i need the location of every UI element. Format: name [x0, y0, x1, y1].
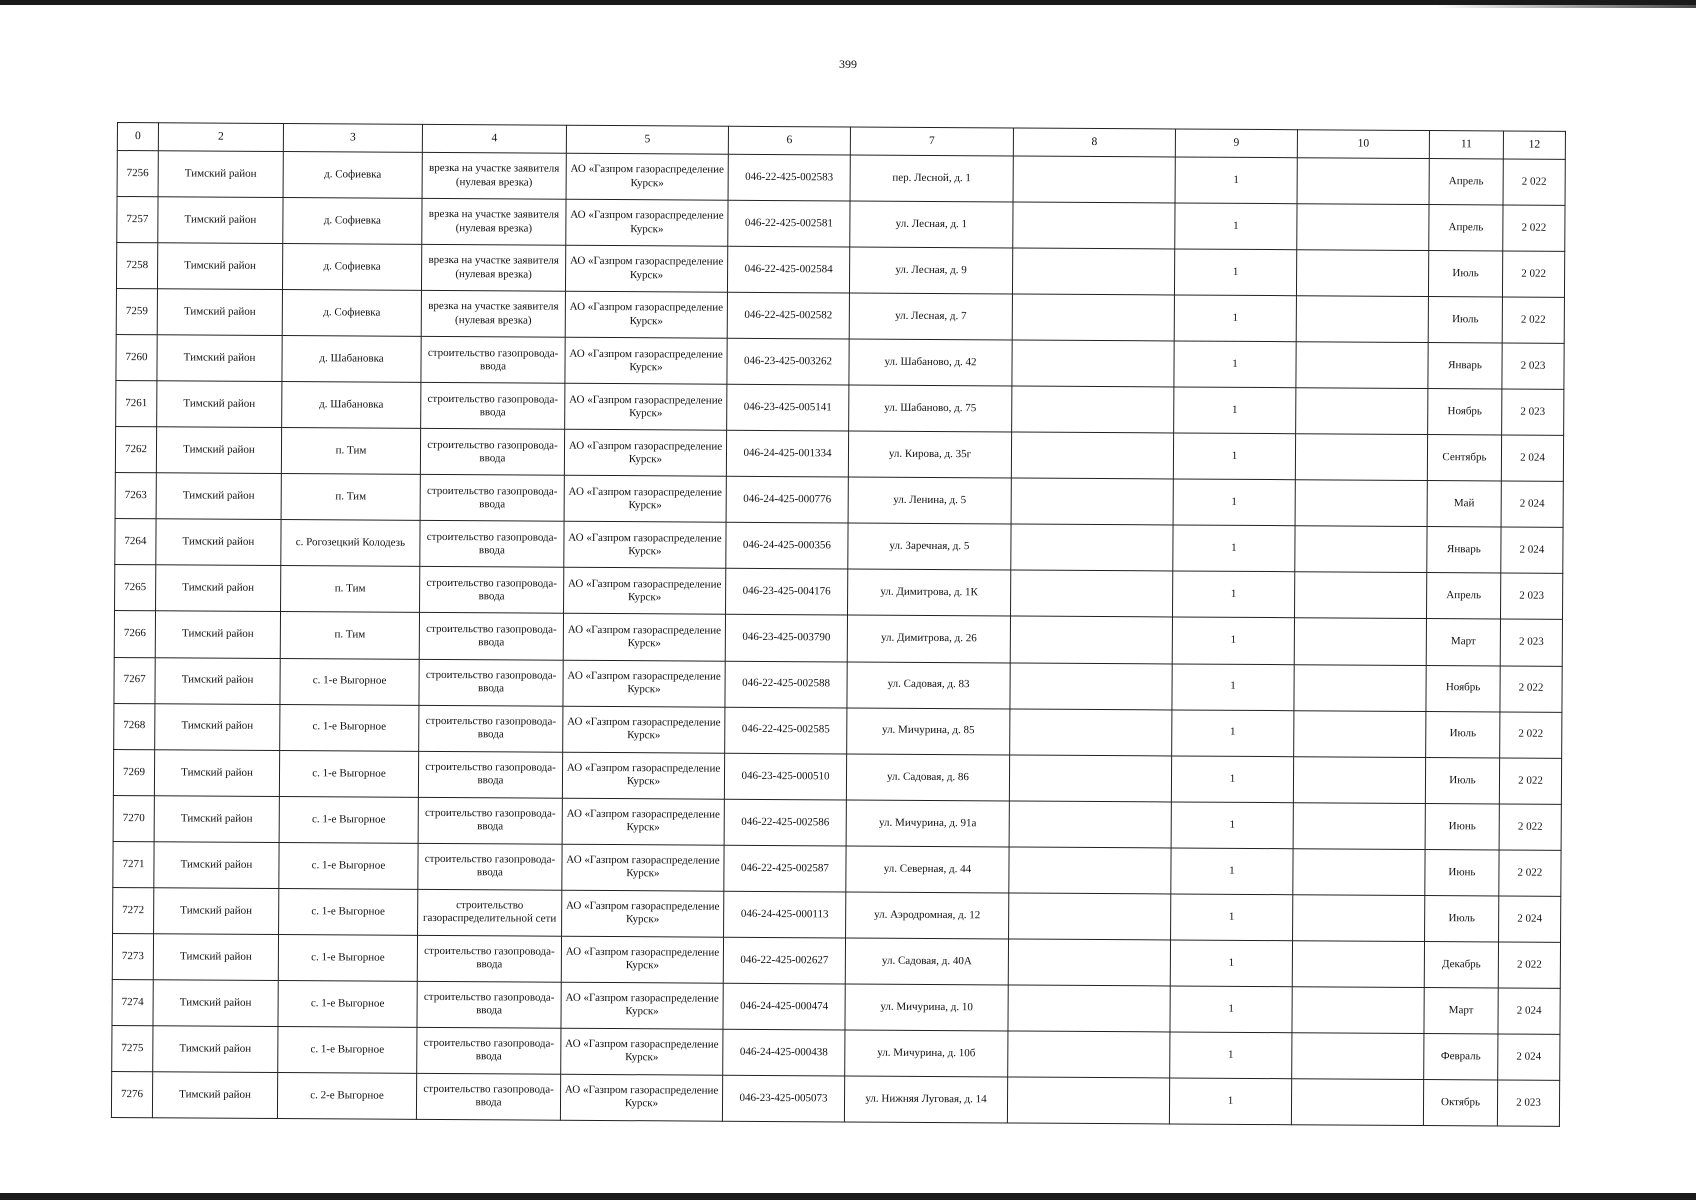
- header-cell-12: 12: [1503, 131, 1565, 159]
- column-10-cell: [1294, 618, 1426, 665]
- column-10-cell: [1292, 940, 1424, 987]
- object-code-cell: 046-23-425-000510: [724, 753, 846, 800]
- row-number: 7274: [112, 979, 153, 1025]
- organization-cell: АО «Газпром газораспределение Курск»: [565, 245, 727, 292]
- locality-cell: д. Софиевка: [282, 244, 421, 291]
- address-cell: ул. Мичурина, д. 10б: [845, 1030, 1008, 1077]
- work-type-cell: строительство газопровода-ввода: [420, 429, 564, 476]
- row-number: 7267: [114, 657, 155, 703]
- quantity-cell: 1: [1172, 617, 1294, 664]
- row-number: 7271: [113, 841, 154, 887]
- locality-cell: п. Тим: [281, 474, 420, 521]
- quantity-cell: 1: [1172, 710, 1294, 757]
- object-code-cell: 046-23-425-003790: [725, 615, 847, 662]
- locality-cell: д. Шабановка: [282, 382, 421, 429]
- column-8-cell: [1009, 847, 1171, 894]
- header-cell-0: 0: [117, 123, 158, 151]
- column-10-cell: [1293, 756, 1425, 803]
- address-cell: пер. Лесной, д. 1: [850, 155, 1013, 202]
- organization-cell: АО «Газпром газораспределение Курск»: [561, 936, 723, 983]
- district-cell: Тимский район: [156, 519, 281, 566]
- object-code-cell: 046-22-425-002586: [724, 799, 846, 846]
- header-cell-5: 5: [566, 125, 728, 154]
- address-cell: ул. Садовая, д. 86: [846, 754, 1009, 801]
- address-cell: ул. Ленина, д. 5: [848, 477, 1011, 524]
- year-cell: 2 024: [1501, 527, 1563, 573]
- column-8-cell: [1013, 202, 1175, 249]
- work-type-cell: строительство газопровода-ввода: [419, 613, 563, 660]
- district-cell: Тимский район: [157, 335, 282, 382]
- month-cell: Апрель: [1429, 205, 1503, 251]
- district-cell: Тимский район: [153, 1026, 278, 1073]
- quantity-cell: 1: [1171, 802, 1293, 849]
- organization-cell: АО «Газпром газораспределение Курск»: [562, 844, 724, 891]
- district-cell: Тимский район: [157, 381, 282, 428]
- row-number: 7269: [113, 749, 154, 795]
- locality-cell: с. 1-е Выгорное: [279, 750, 418, 797]
- column-8-cell: [1012, 294, 1174, 341]
- column-10-cell: [1291, 1079, 1423, 1126]
- work-type-cell: строительство газопровода-ввода: [418, 797, 562, 844]
- object-code-cell: 046-22-425-002588: [725, 661, 847, 708]
- object-code-cell: 046-22-425-002583: [728, 154, 850, 201]
- column-8-cell: [1010, 662, 1172, 709]
- object-code-cell: 046-24-425-000474: [723, 983, 845, 1030]
- work-type-cell: строительство газопровода-ввода: [421, 337, 565, 384]
- work-type-cell: строительство газопровода-ввода: [420, 521, 564, 568]
- row-number: 7264: [115, 519, 156, 565]
- row-number: 7259: [116, 289, 157, 335]
- organization-cell: АО «Газпром газораспределение Курск»: [562, 752, 724, 799]
- header-cell-10: 10: [1297, 130, 1429, 159]
- year-cell: 2 022: [1499, 850, 1561, 896]
- organization-cell: АО «Газпром газораспределение Курск»: [561, 1028, 723, 1075]
- row-number: 7263: [115, 473, 156, 519]
- district-cell: Тимский район: [154, 795, 279, 842]
- address-cell: ул. Шабаново, д. 42: [849, 339, 1012, 386]
- quantity-cell: 1: [1174, 249, 1296, 296]
- locality-cell: д. Софиевка: [282, 290, 421, 337]
- column-10-cell: [1296, 388, 1428, 435]
- organization-cell: АО «Газпром газораспределение Курск»: [564, 522, 726, 569]
- address-cell: ул. Мичурина, д. 10: [845, 984, 1008, 1031]
- year-cell: 2 023: [1502, 343, 1564, 389]
- work-type-cell: врезка на участке заявителя (нулевая врезка): [421, 244, 565, 291]
- row-number: 7272: [113, 887, 154, 933]
- quantity-cell: 1: [1169, 1078, 1291, 1125]
- district-cell: Тимский район: [155, 611, 280, 658]
- object-code-cell: 046-22-425-002582: [727, 292, 849, 339]
- quantity-cell: 1: [1174, 387, 1296, 434]
- column-8-cell: [1013, 156, 1175, 203]
- quantity-cell: 1: [1173, 525, 1295, 572]
- work-type-cell: строительство газопровода-ввода: [417, 935, 561, 982]
- work-type-cell: строительство газопровода-ввода: [416, 1073, 560, 1120]
- month-cell: Декабрь: [1424, 941, 1498, 987]
- column-8-cell: [1011, 524, 1173, 571]
- column-8-cell: [1008, 939, 1170, 986]
- month-cell: Май: [1427, 481, 1501, 527]
- year-cell: 2 023: [1502, 389, 1564, 435]
- month-cell: Январь: [1427, 527, 1501, 573]
- work-type-cell: строительство газопровода-ввода: [419, 659, 563, 706]
- work-type-cell: строительство газопровода-ввода: [418, 843, 562, 890]
- year-cell: 2 022: [1500, 712, 1562, 758]
- district-cell: Тимский район: [155, 657, 280, 704]
- organization-cell: АО «Газпром газораспределение Курск»: [563, 614, 725, 661]
- column-10-cell: [1295, 434, 1427, 481]
- district-cell: Тимский район: [157, 289, 282, 336]
- quantity-cell: 1: [1173, 479, 1295, 526]
- row-number: 7257: [117, 197, 158, 243]
- column-8-cell: [1009, 893, 1171, 940]
- row-number: 7276: [111, 1071, 152, 1117]
- quantity-cell: 1: [1171, 756, 1293, 803]
- scan-top-edge-fade: [1436, 5, 1696, 8]
- header-cell-9: 9: [1175, 129, 1297, 158]
- work-type-cell: строительство газопровода-ввода: [418, 751, 562, 798]
- row-number: 7258: [116, 243, 157, 289]
- locality-cell: с. 1-е Выгорное: [278, 1026, 417, 1073]
- address-cell: ул. Садовая, д. 40А: [845, 938, 1008, 985]
- column-10-cell: [1297, 158, 1429, 205]
- year-cell: 2 022: [1499, 758, 1561, 804]
- column-10-cell: [1292, 987, 1424, 1034]
- row-number: 7270: [113, 795, 154, 841]
- object-code-cell: 046-23-425-005073: [722, 1075, 844, 1122]
- column-10-cell: [1295, 526, 1427, 573]
- month-cell: Ноябрь: [1426, 665, 1500, 711]
- work-type-cell: строительство газораспределительной сети: [418, 889, 562, 936]
- column-10-cell: [1294, 572, 1426, 619]
- district-cell: Тимский район: [158, 151, 283, 198]
- object-code-cell: 046-22-425-002587: [724, 845, 846, 892]
- column-10-cell: [1296, 250, 1428, 297]
- work-type-cell: строительство газопровода-ввода: [420, 475, 564, 522]
- month-cell: Март: [1424, 987, 1498, 1033]
- column-8-cell: [1010, 570, 1172, 617]
- column-8-cell: [1012, 248, 1174, 295]
- address-cell: ул. Нижняя Луговая, д. 14: [844, 1076, 1007, 1123]
- column-10-cell: [1296, 296, 1428, 343]
- address-cell: ул. Заречная, д. 5: [848, 523, 1011, 570]
- address-cell: ул. Лесная, д. 9: [849, 247, 1012, 294]
- row-number: 7261: [116, 381, 157, 427]
- year-cell: 2 022: [1499, 804, 1561, 850]
- object-code-cell: 046-24-425-000438: [723, 1029, 845, 1076]
- month-cell: Апрель: [1429, 159, 1503, 205]
- object-code-cell: 046-24-425-000113: [724, 891, 846, 938]
- work-type-cell: врезка на участке заявителя (нулевая врезка): [422, 198, 566, 245]
- column-8-cell: [1009, 801, 1171, 848]
- year-cell: 2 023: [1500, 573, 1562, 619]
- organization-cell: АО «Газпром газораспределение Курск»: [562, 798, 724, 845]
- quantity-cell: 1: [1173, 433, 1295, 480]
- year-cell: 2 022: [1503, 159, 1565, 205]
- quantity-cell: 1: [1174, 341, 1296, 388]
- organization-cell: АО «Газпром газораспределение Курск»: [564, 568, 726, 615]
- locality-cell: д. Софиевка: [283, 198, 422, 245]
- district-cell: Тимский район: [154, 749, 279, 796]
- address-cell: ул. Северная, д. 44: [846, 846, 1009, 893]
- address-cell: ул. Садовая, д. 83: [847, 661, 1010, 708]
- month-cell: Ноябрь: [1428, 389, 1502, 435]
- locality-cell: с. 1-е Выгорное: [279, 888, 418, 935]
- header-cell-8: 8: [1013, 128, 1175, 157]
- year-cell: 2 023: [1500, 619, 1562, 665]
- month-cell: Февраль: [1424, 1033, 1498, 1079]
- year-cell: 2 024: [1498, 988, 1560, 1034]
- organization-cell: АО «Газпром газораспределение Курск»: [565, 291, 727, 338]
- month-cell: Июль: [1425, 895, 1499, 941]
- year-cell: 2 022: [1500, 665, 1562, 711]
- month-cell: Июль: [1428, 251, 1502, 297]
- address-cell: ул. Аэродромная, д. 12: [846, 892, 1009, 939]
- year-cell: 2 022: [1503, 205, 1565, 251]
- year-cell: 2 022: [1498, 942, 1560, 988]
- quantity-cell: 1: [1175, 203, 1297, 250]
- header-cell-4: 4: [422, 124, 566, 153]
- district-cell: Тимский район: [153, 980, 278, 1027]
- address-cell: ул. Димитрова, д. 1К: [847, 569, 1010, 616]
- district-cell: Тимский район: [157, 243, 282, 290]
- quantity-cell: 1: [1170, 940, 1292, 987]
- quantity-cell: 1: [1174, 295, 1296, 342]
- month-cell: Октябрь: [1423, 1079, 1497, 1126]
- address-cell: ул. Лесная, д. 7: [849, 293, 1012, 340]
- column-10-cell: [1292, 1033, 1424, 1080]
- column-10-cell: [1296, 342, 1428, 389]
- locality-cell: п. Тим: [281, 428, 420, 475]
- object-code-cell: 046-24-425-001334: [726, 431, 848, 478]
- organization-cell: АО «Газпром газораспределение Курск»: [563, 706, 725, 753]
- district-cell: Тимский район: [156, 427, 281, 474]
- page-number: 399: [839, 57, 857, 71]
- row-number: 7266: [114, 611, 155, 657]
- year-cell: 2 024: [1498, 1034, 1560, 1080]
- object-code-cell: 046-22-425-002627: [723, 937, 845, 984]
- quantity-cell: 1: [1171, 848, 1293, 895]
- year-cell: 2 022: [1502, 297, 1564, 343]
- district-cell: Тимский район: [152, 1072, 277, 1119]
- month-cell: Июль: [1425, 757, 1499, 803]
- month-cell: Июль: [1428, 297, 1502, 343]
- year-cell: 2 022: [1502, 251, 1564, 297]
- header-cell-6: 6: [728, 126, 850, 155]
- row-number: 7262: [115, 427, 156, 473]
- object-code-cell: 046-24-425-000776: [726, 477, 848, 524]
- header-cell-3: 3: [283, 124, 422, 153]
- month-cell: Июнь: [1425, 803, 1499, 849]
- registry-table: [111, 122, 1566, 1127]
- row-number: 7260: [116, 335, 157, 381]
- column-10-cell: [1294, 664, 1426, 711]
- organization-cell: АО «Газпром газораспределение Курск»: [566, 199, 728, 246]
- organization-cell: АО «Газпром газораспределение Курск»: [560, 1074, 722, 1121]
- month-cell: Сентябрь: [1427, 435, 1501, 481]
- table-body: [111, 151, 1565, 1127]
- column-8-cell: [1012, 386, 1174, 433]
- work-type-cell: строительство газопровода-ввода: [417, 981, 561, 1028]
- locality-cell: с. 1-е Выгорное: [278, 934, 417, 981]
- column-10-cell: [1297, 204, 1429, 251]
- work-type-cell: строительство газопровода-ввода: [420, 567, 564, 614]
- header-cell-2: 2: [158, 123, 283, 152]
- locality-cell: п. Тим: [281, 566, 420, 613]
- header-cell-11: 11: [1429, 131, 1503, 159]
- district-cell: Тимский район: [154, 841, 279, 888]
- organization-cell: АО «Газпром газораспределение Курск»: [564, 430, 726, 477]
- object-code-cell: 046-22-425-002581: [728, 200, 850, 247]
- organization-cell: АО «Газпром газораспределение Курск»: [563, 660, 725, 707]
- organization-cell: АО «Газпром газораспределение Курск»: [566, 153, 728, 200]
- column-10-cell: [1293, 894, 1425, 941]
- year-cell: 2 024: [1499, 896, 1561, 942]
- work-type-cell: строительство газопровода-ввода: [421, 383, 565, 430]
- month-cell: Июнь: [1425, 849, 1499, 895]
- address-cell: ул. Кирова, д. 35г: [848, 431, 1011, 478]
- address-cell: ул. Лесная, д. 1: [850, 201, 1013, 248]
- month-cell: Январь: [1428, 343, 1502, 389]
- column-8-cell: [1007, 1077, 1169, 1124]
- organization-cell: АО «Газпром газораспределение Курск»: [565, 383, 727, 430]
- row-number: 7265: [115, 565, 156, 611]
- locality-cell: д. Шабановка: [282, 336, 421, 383]
- district-cell: Тимский район: [156, 565, 281, 612]
- work-type-cell: врезка на участке заявителя (нулевая врезка): [421, 291, 565, 338]
- object-code-cell: 046-23-425-005141: [727, 384, 849, 431]
- address-cell: ул. Шабаново, д. 75: [849, 385, 1012, 432]
- district-cell: Тимский район: [158, 197, 283, 244]
- organization-cell: АО «Газпром газораспределение Курск»: [562, 890, 724, 937]
- month-cell: Март: [1426, 619, 1500, 665]
- column-10-cell: [1294, 710, 1426, 757]
- column-10-cell: [1293, 802, 1425, 849]
- address-cell: ул. Мичурина, д. 85: [847, 708, 1010, 755]
- column-8-cell: [1009, 755, 1171, 802]
- locality-cell: д. Софиевка: [283, 152, 422, 199]
- column-8-cell: [1010, 709, 1172, 756]
- row-number: 7256: [117, 151, 158, 197]
- district-cell: Тимский район: [156, 473, 281, 520]
- organization-cell: АО «Газпром газораспределение Курск»: [564, 476, 726, 523]
- district-cell: Тимский район: [154, 887, 279, 934]
- object-code-cell: 046-24-425-000356: [726, 523, 848, 570]
- scan-bottom-edge: [0, 1193, 1696, 1200]
- row-number: 7273: [112, 933, 153, 979]
- header-cell-7: 7: [850, 127, 1013, 156]
- work-type-cell: строительство газопровода-ввода: [419, 705, 563, 752]
- object-code-cell: 046-23-425-004176: [726, 569, 848, 616]
- address-cell: ул. Димитрова, д. 26: [847, 615, 1010, 662]
- locality-cell: с. Рогозецкий Колодезь: [281, 520, 420, 567]
- quantity-cell: 1: [1172, 571, 1294, 618]
- organization-cell: АО «Газпром газораспределение Курск»: [561, 982, 723, 1029]
- column-8-cell: [1011, 478, 1173, 525]
- object-code-cell: 046-23-425-003262: [727, 338, 849, 385]
- quantity-cell: 1: [1172, 663, 1294, 710]
- year-cell: 2 024: [1501, 481, 1563, 527]
- year-cell: 2 023: [1497, 1080, 1559, 1126]
- work-type-cell: строительство газопровода-ввода: [417, 1027, 561, 1074]
- object-code-cell: 046-22-425-002584: [727, 246, 849, 293]
- table-row: [111, 1071, 1559, 1126]
- district-cell: Тимский район: [155, 703, 280, 750]
- locality-cell: с. 1-е Выгорное: [280, 658, 419, 705]
- year-cell: 2 024: [1501, 435, 1563, 481]
- column-8-cell: [1008, 985, 1170, 1032]
- object-code-cell: 046-22-425-002585: [725, 707, 847, 754]
- column-8-cell: [1008, 1031, 1170, 1078]
- quantity-cell: 1: [1170, 986, 1292, 1033]
- address-cell: ул. Мичурина, д. 91а: [846, 800, 1009, 847]
- locality-cell: с. 1-е Выгорное: [279, 842, 418, 889]
- column-8-cell: [1011, 432, 1173, 479]
- row-number: 7275: [112, 1025, 153, 1071]
- row-number: 7268: [114, 703, 155, 749]
- work-type-cell: врезка на участке заявителя (нулевая врезка): [422, 152, 566, 199]
- quantity-cell: 1: [1170, 1032, 1292, 1079]
- column-10-cell: [1295, 480, 1427, 527]
- column-8-cell: [1012, 340, 1174, 387]
- locality-cell: с. 1-е Выгорное: [279, 796, 418, 843]
- locality-cell: п. Тим: [280, 612, 419, 659]
- locality-cell: с. 2-е Выгорное: [277, 1072, 416, 1119]
- quantity-cell: 1: [1171, 894, 1293, 941]
- organization-cell: АО «Газпром газораспределение Курск»: [565, 337, 727, 384]
- column-10-cell: [1293, 848, 1425, 895]
- month-cell: Июль: [1426, 711, 1500, 757]
- quantity-cell: 1: [1175, 157, 1297, 204]
- district-cell: Тимский район: [153, 934, 278, 981]
- locality-cell: с. 1-е Выгорное: [280, 704, 419, 751]
- month-cell: Апрель: [1426, 573, 1500, 619]
- column-8-cell: [1010, 616, 1172, 663]
- locality-cell: с. 1-е Выгорное: [278, 980, 417, 1027]
